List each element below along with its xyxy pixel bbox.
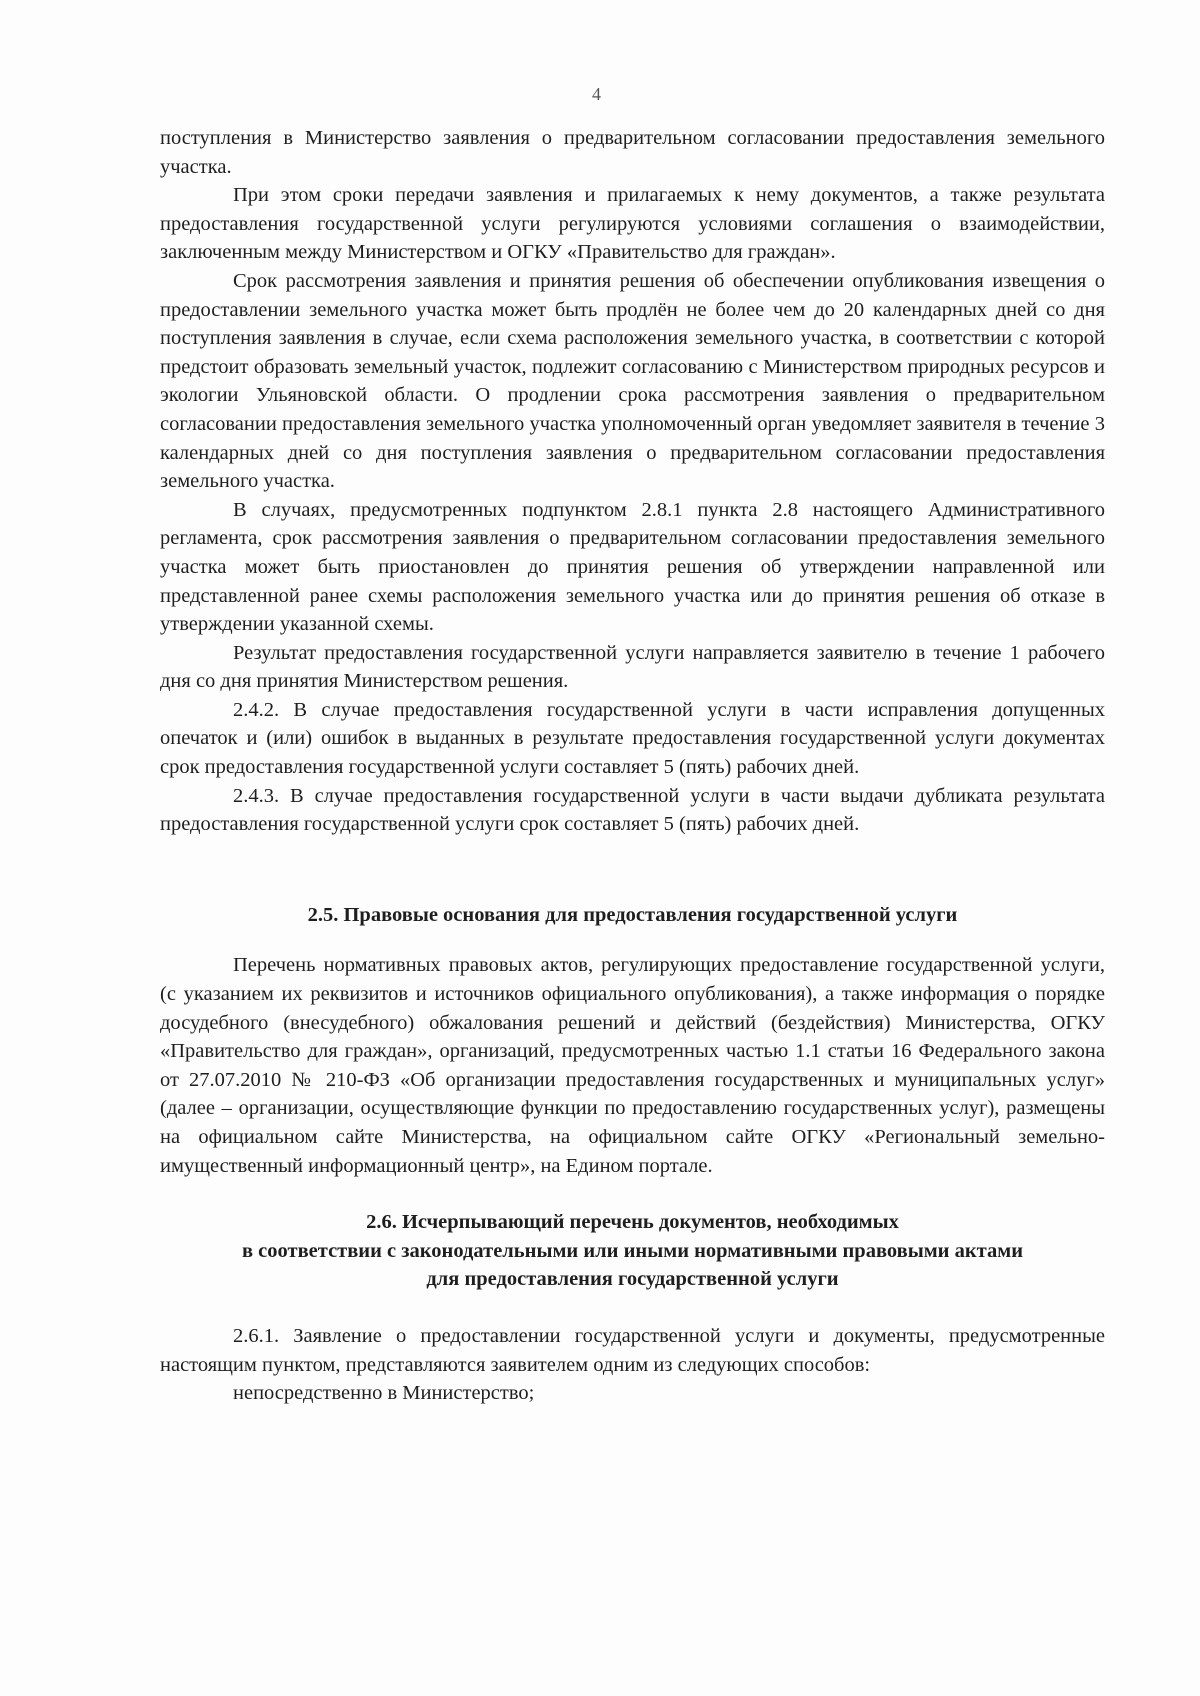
paragraph-2-4-3: 2.4.3. В случае предоставления государственной услуги в части выдачи дубликата результата предоставления государственной услуги срок составляет 5 (пять) рабочих дней. bbox=[160, 784, 1105, 836]
page-number: 4 bbox=[592, 84, 601, 104]
paragraph-transfer-terms: При этом сроки передачи заявления и прилагаемых к нему документов, а также результата предоставления государственной услуги регулируются условиями соглашения о взаимодействии, заключенным между Министерством и ОГКУ «Правительство для граждан». bbox=[160, 184, 1105, 264]
paragraph-result-delivery: Результат предоставления государственной услуги направляется заявителю в течение 1 рабочего дня со дня принятия Министерством решения. bbox=[160, 641, 1105, 693]
list-item: непосредственно в Министерство; bbox=[233, 1382, 535, 1405]
paragraph-extension-term: Срок рассмотрения заявления и принятия решения об обеспечении опубликования извещения о предоставлении земельного участка может быть продлён не более чем до 20 календарных дней со дня поступления заявления в случае, если схема расположения земельного участка, в соответствии с которой предстоит образовать земельный участок, подлежит согласованию с Министерством природных ресурсов и экологии Ульяновской области. О продлении срока рассмотрения заявления о предварительном согласовании предоставления земельного участка уполномоченный орган уведомляет заявителя в течение 3 календарных дней со дня поступления заявления о предварительном согласовании предоставления земельного участка. bbox=[160, 269, 1105, 493]
paragraph-suspension-cases: В случаях, предусмотренных подпунктом 2.8.1 пункта 2.8 настоящего Административного регламента, срок рассмотрения заявления о предварительном согласовании предоставления земельного участка может быть приостановлен до принятия решения об утверждении направленной или представленной ранее схемы расположения земельного участка или до принятия решения об отказе в утверждении указанной схемы. bbox=[160, 498, 1105, 636]
section-2-6-heading bbox=[160, 1208, 1105, 1294]
spacer bbox=[160, 929, 1105, 951]
section-2-6-heading-line-3: для предоставления государственной услуги bbox=[426, 1268, 839, 1291]
paragraph-continuation: поступления в Министерство заявления о предварительном согласовании предоставления земельного участка. bbox=[160, 127, 1105, 178]
spacer bbox=[160, 1294, 1105, 1322]
section-2-5-text: Перечень нормативных правовых актов, регулирующих предоставление государственной услуги, (с указанием их реквизитов и источников официального опубликования), а также информация о порядке досудебного (внесудебного) обжалования решений и действий (бездействия) Министерства, ОГКУ «Правительство для граждан», организаций, предусмотренных частью 1.1 статьи 16 Федерального закона от 27.07.2010 № 210-ФЗ «Об организации предоставления государственных и муниципальных услуг» (далее – организации, осуществляющие функции по предоставлению государственных услуг), размещены на официальном сайте Министерства, на официальном сайте ОГКУ «Региональный земельно-имущественный информационный центр», на Едином портале. bbox=[160, 954, 1105, 1177]
paragraph-2-6-1: 2.6.1. Заявление о предоставлении государственной услуги и документы, предусмотренные настоящим пунктом, представляются заявителем одним из следующих способов: bbox=[160, 1324, 1105, 1376]
paragraph-2-4-2: 2.4.2. В случае предоставления государственной услуги в части исправления допущенных опечаток и (или) ошибок в выданных в результате предоставления государственной услуги документах срок предоставления государственной услуги составляет 5 (пять) рабочих дней. bbox=[160, 698, 1105, 779]
spacer bbox=[160, 1180, 1105, 1208]
section-2-5-heading: 2.5. Правовые основания для предоставления государственной услуги bbox=[307, 903, 958, 926]
section-2-6-heading-line-2: в соответствии с законодательными или иными нормативными правовыми актами bbox=[241, 1239, 1024, 1262]
spacer bbox=[160, 839, 1105, 901]
document-body bbox=[160, 124, 1105, 1408]
section-2-6-heading-line-1: 2.6. Исчерпывающий перечень документов, необходимых bbox=[366, 1211, 899, 1234]
